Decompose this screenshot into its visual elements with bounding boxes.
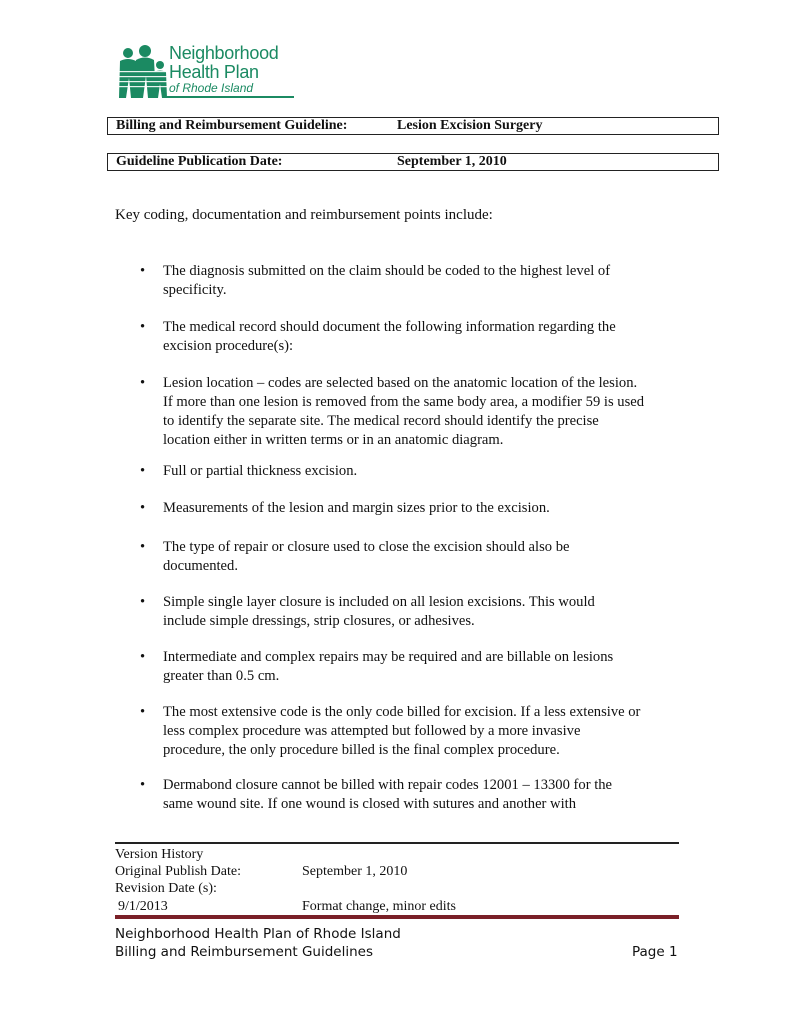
bullet-line: The most extensive code is the only code billed for excision. If a less extensive or — [163, 704, 641, 720]
publication-date-label: Guideline Publication Date: — [116, 154, 283, 169]
bullet-text — [163, 776, 683, 814]
bullet-text — [163, 538, 683, 576]
bullet-line: The medical record should document the following information regarding the — [163, 319, 616, 335]
bullet-line: specificity. — [163, 282, 227, 298]
bullet-line: same wound site. If one wound is closed with sutures and another with — [163, 796, 577, 812]
bullet-line: Dermabond closure cannot be billed with repair codes 12001 – 13300 for the — [163, 777, 613, 793]
bullet-dot: • — [140, 704, 146, 720]
bullet-dot: • — [140, 319, 146, 335]
bullet-text — [163, 318, 683, 356]
logo-line-2: Health Plan — [169, 62, 259, 82]
bullet-dot: • — [140, 263, 146, 279]
bullet-line: Intermediate and complex repairs may be required and are billable on lesions — [163, 649, 614, 665]
bullet-dot: • — [140, 594, 146, 610]
bullet-text — [163, 499, 683, 518]
footer-document-title: Billing and Reimbursement Guidelines — [115, 944, 374, 960]
logo-underline — [166, 96, 294, 98]
logo-line-1: Neighborhood — [169, 43, 279, 63]
bullet-line: to identify the separate site. The medical record should identify the precise — [163, 413, 599, 429]
bullet-line: less complex procedure was attempted but followed by a more invasive — [163, 723, 581, 739]
bullet-text — [163, 374, 683, 450]
bullet-text — [163, 462, 683, 481]
bullet-line: greater than 0.5 cm. — [163, 668, 280, 684]
bullet-dot: • — [140, 463, 146, 479]
bullet-line: Simple single layer closure is included on all lesion excisions. This would — [163, 594, 595, 610]
revision-note: Format change, minor edits — [302, 899, 456, 914]
bullet-dot: • — [140, 649, 146, 665]
bullet-dot: • — [140, 539, 146, 555]
bullet-line: Measurements of the lesion and margin sizes prior to the excision. — [163, 500, 550, 516]
bullet-line: Lesion location – codes are selected based on the anatomic location of the lesion. — [163, 375, 638, 391]
publication-date-value: September 1, 2010 — [397, 154, 507, 169]
version-history-title: Version History — [115, 847, 204, 862]
publication-date-box — [107, 153, 719, 171]
revision-date-label: Revision Date (s): — [115, 881, 217, 896]
footer-organization: Neighborhood Health Plan of Rhode Island — [115, 926, 401, 942]
bullet-line: If more than one lesion is removed from the same body area, a modifier 59 is used — [163, 394, 645, 410]
bullet-line: procedure, the only procedure billed is the final complex procedure. — [163, 742, 560, 758]
logo-wordmark — [169, 44, 279, 94]
intro-text: Key coding, documentation and reimbursement points include: — [115, 207, 493, 223]
bullet-line: The type of repair or closure used to close the excision should also be — [163, 539, 570, 555]
page-number: Page 1 — [632, 944, 678, 960]
bullet-line: location either in written terms or in an anatomic diagram. — [163, 432, 504, 448]
footer-divider — [115, 915, 679, 919]
guideline-title-box — [107, 117, 719, 135]
guideline-title: Lesion Excision Surgery — [397, 118, 543, 133]
bullet-text — [163, 593, 683, 631]
bullet-dot: • — [140, 500, 146, 516]
bullet-line: excision procedure(s): — [163, 338, 294, 354]
bullet-line: include simple dressings, strip closures, or adhesives. — [163, 613, 475, 629]
original-publish-label: Original Publish Date: — [115, 864, 241, 879]
bullet-text — [163, 262, 683, 300]
version-history-divider — [115, 842, 679, 844]
logo-line-3: of Rhode Island — [169, 81, 254, 95]
bullet-dot: • — [140, 375, 146, 391]
bullet-line: documented. — [163, 558, 238, 574]
bullet-line: Full or partial thickness excision. — [163, 463, 358, 479]
revision-date-value: 9/1/2013 — [118, 899, 168, 914]
guideline-label: Billing and Reimbursement Guideline: — [116, 118, 348, 133]
bullet-dot: • — [140, 777, 146, 793]
bullet-text — [163, 703, 683, 760]
bullet-text — [163, 648, 683, 686]
bullet-line: The diagnosis submitted on the claim should be coded to the highest level of — [163, 263, 611, 279]
original-publish-value: September 1, 2010 — [302, 864, 408, 879]
